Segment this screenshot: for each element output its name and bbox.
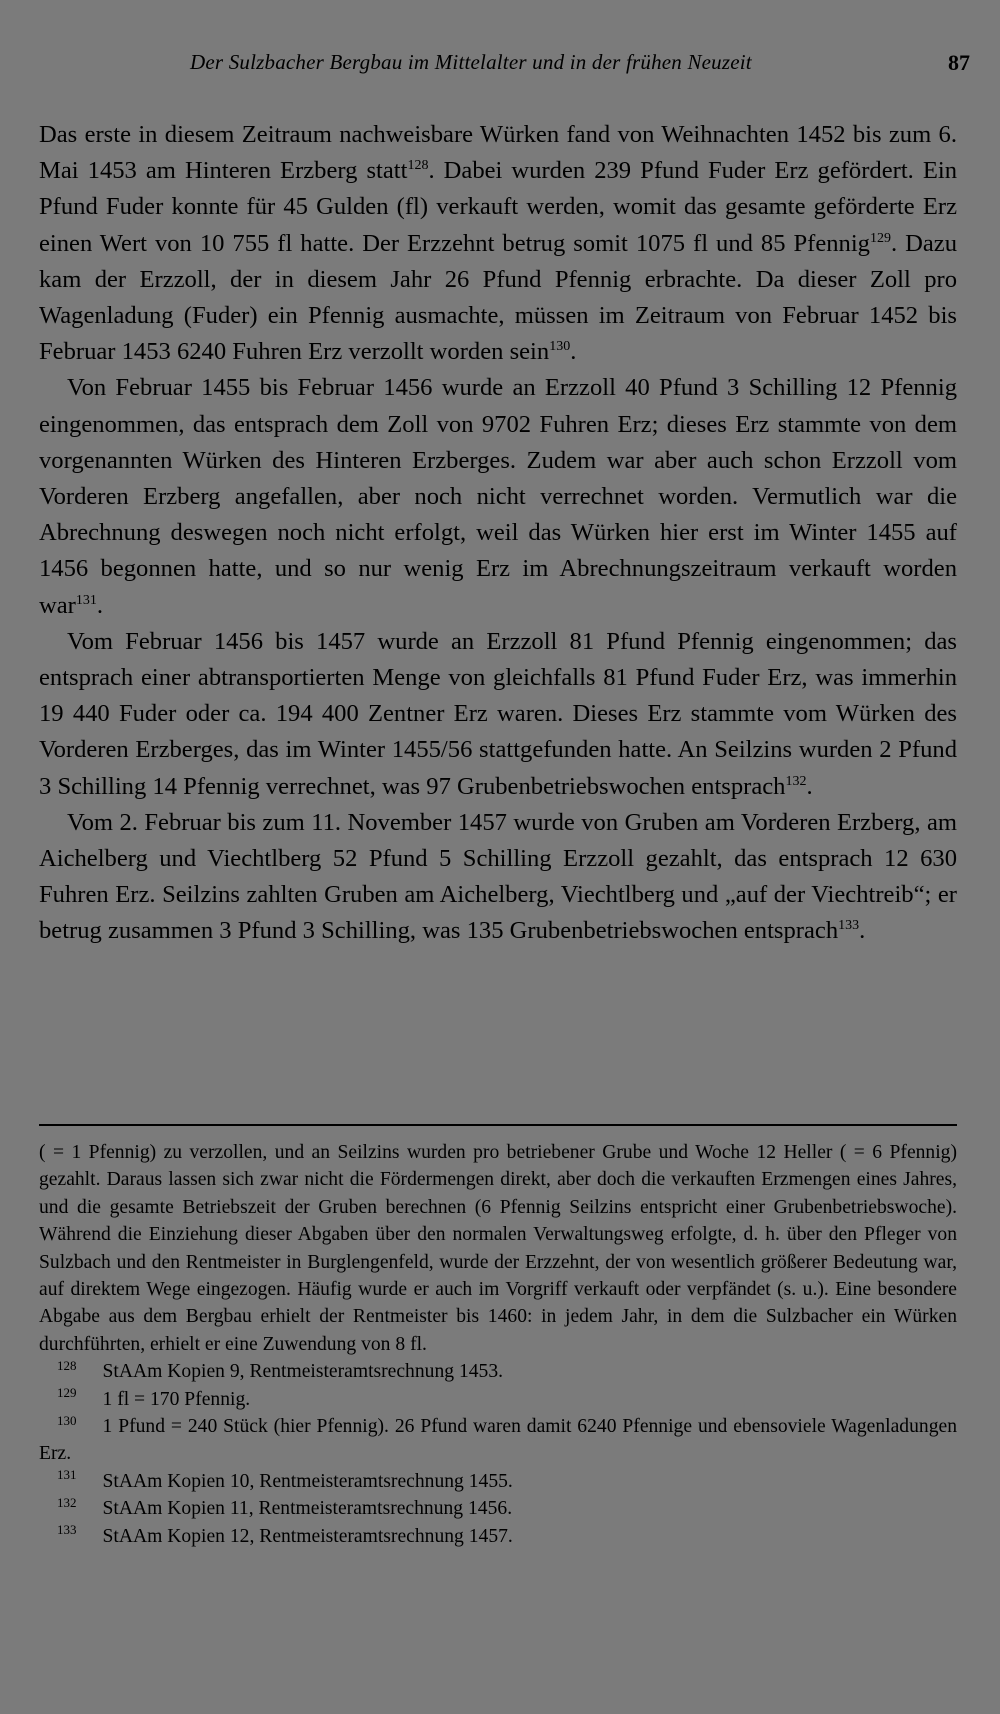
paragraph-1-text-c: . Dazu kam der Erzzoll, der in diesem Jahr 26 Pfund Pfennig erbrachte. Da dieser Zoll pro Wagenladung (Fuder) ein Pfennig ausmachte, müssen im Zeitraum von Februar 1452 bis Februar 1453 6240 Fuhren Erz verzollt worden sein bbox=[39, 229, 958, 366]
paragraph-1-text-b: . Dabei wurden 239 Pfund Fuder Erz gefördert. Ein Pfund Fuder konnte für 45 Gulden (fl) verkauft werden, womit das gesamte geförderte Erz einen Wert von 10 755 fl hatte. Der Erzzehnt betrug somit 1075 fl und 85 Pfennig bbox=[39, 157, 957, 257]
paragraph-3-text-b: . bbox=[806, 772, 813, 800]
paragraph-1 bbox=[39, 117, 957, 370]
footnote-131 bbox=[39, 1468, 957, 1495]
footnote-text: StAAm Kopien 12, Rentmeisteramtsrechnung 1457. bbox=[102, 1525, 513, 1547]
footnote-number: 129 bbox=[57, 1385, 77, 1401]
footnote-ref-129: 129 bbox=[869, 230, 891, 246]
footnotes-section bbox=[39, 1139, 957, 1550]
footnote-text: StAAm Kopien 11, Rentmeisteramtsrechnung 1456. bbox=[102, 1498, 513, 1520]
footnote-ref-132: 132 bbox=[785, 773, 807, 789]
footnote-ref-130: 130 bbox=[549, 339, 571, 355]
footnote-ref-131: 131 bbox=[75, 592, 97, 608]
footnote-text: 1 Pfund = 240 Stück (hier Pfennig). 26 Pfund waren damit 6240 Pfennige und ebensoviele Wagenladungen Erz. bbox=[39, 1416, 957, 1465]
paragraph-2-text-a: Von Februar 1455 bis Februar 1456 wurde an Erzzoll 40 Pfund 3 Schilling 12 Pfennig eingenommen, das entsprach dem Zoll von 9702 Fuhren Erz; dieses Erz stammte von dem vorgenannten Würken des Hinteren Erzberges. Zudem war aber auch schon Erzzoll vom Vorderen Erzberg angefallen, aber noch nicht verrechnet worden. Vermutlich war die Abrechnung deswegen noch nicht erfolgt, weil das Würken hier erst im Winter 1455 auf 1456 begonnen hatte, und so nur wenig Erz im Abrechnungszeitraum verkauft worden war bbox=[39, 374, 957, 619]
running-header bbox=[40, 50, 970, 84]
main-text bbox=[39, 117, 957, 950]
paragraph-3-text-a: Vom Februar 1456 bis 1457 wurde an Erzzoll 81 Pfund Pfennig eingenommen; das entsprach einer abtransportierten Menge von gleichfalls 81 Pfund Fuder Erz, was immerhin 19 440 Fuder oder ca. 194 400 Zentner Erz waren. Dieses Erz stammte vom Würken des Vorderen Erzberges, das im Winter 1455/56 stattgefunden hatte. An Seilzins wurden 2 Pfund 3 Schilling 14 Pfennig verrechnet, was 97 Grubenbetriebswochen entsprach bbox=[39, 627, 957, 800]
footnote-text: 1 fl = 170 Pfennig. bbox=[102, 1388, 251, 1410]
paragraph-4-text-a: Vom 2. Februar bis zum 11. November 1457 wurde von Gruben am Vorderen Erzberg, am Aichelberg und Viechtlberg 52 Pfund 5 Schilling Erzzoll gezahlt, das entsprach 12 630 Fuhren Erz. Seilzins zahlten Gruben am Aichelberg, Viechtlberg und „auf der Viechtreib“; er betrug zusammen 3 Pfund 3 Schilling, was 135 Grubenbetriebswochen entsprach bbox=[39, 808, 957, 945]
paragraph-2 bbox=[39, 370, 957, 623]
footnote-number: 133 bbox=[57, 1522, 77, 1538]
paragraph-3 bbox=[39, 624, 957, 805]
footnote-128 bbox=[39, 1358, 957, 1385]
footnote-text: StAAm Kopien 9, Rentmeisteramtsrechnung 1453. bbox=[102, 1361, 504, 1383]
footnote-130 bbox=[39, 1413, 957, 1468]
footnote-133 bbox=[39, 1523, 957, 1550]
footnote-divider bbox=[39, 1124, 957, 1126]
running-title: Der Sulzbacher Bergbau im Mittelalter und in der frühen Neuzeit bbox=[190, 50, 752, 74]
footnote-129 bbox=[39, 1386, 957, 1413]
paragraph-2-text-b: . bbox=[96, 591, 104, 619]
footnote-number: 128 bbox=[57, 1357, 77, 1373]
footnote-number: 132 bbox=[57, 1494, 77, 1510]
footnote-number: 130 bbox=[57, 1412, 77, 1428]
paragraph-1-text-d: . bbox=[570, 338, 577, 366]
paragraph-4 bbox=[39, 805, 957, 950]
paragraph-4-text-b: . bbox=[859, 917, 866, 945]
page-number: 87 bbox=[948, 50, 970, 75]
footnote-132 bbox=[39, 1495, 957, 1522]
footnote-ref-133: 133 bbox=[838, 918, 860, 934]
paragraph-1-text-a: Das erste in diesem Zeitraum nachweisbare Würken fand von Weihnachten 1452 bis zum 6. Mai 1453 am Hinteren Erzberg statt bbox=[39, 121, 957, 185]
footnote-text: StAAm Kopien 10, Rentmeisteramtsrechnung 1455. bbox=[102, 1470, 513, 1492]
footnote-ref-128: 128 bbox=[407, 158, 429, 174]
footnote-number: 131 bbox=[57, 1467, 77, 1483]
footnote-continuation: ( = 1 Pfennig) zu verzollen, und an Seilzins wurden pro betriebener Grube und Woche 12 Heller ( = 6 Pfennig) gezahlt. Daraus lassen sich zwar nicht die Fördermengen direkt, aber doch die verkauften Erzmengen eines Jahres, und die gesamte Betriebszeit der Gruben berechnen (6 Pfennig Seilzins entspricht einer Grubenbetriebswoche). Während die Einziehung dieser Abgaben über den normalen Verwaltungsweg erfolgte, d. h. über den Pfleger von Sulzbach und den Rentmeister in Burglengenfeld, wurde der Erzzehnt, der von wesentlich größerer Bedeutung war, auf direktem Wege eingezogen. Häufig wurde er auch im Vorgriff verkauft oder verpfändet (s. u.). Eine besondere Abgabe aus dem Bergbau erhielt der Rentmeister bis 1460: in jedem Jahr, in dem die Sulzbacher ein Würken durchführten, erhielt er eine Zuwendung von 8 fl. bbox=[39, 1142, 957, 1355]
